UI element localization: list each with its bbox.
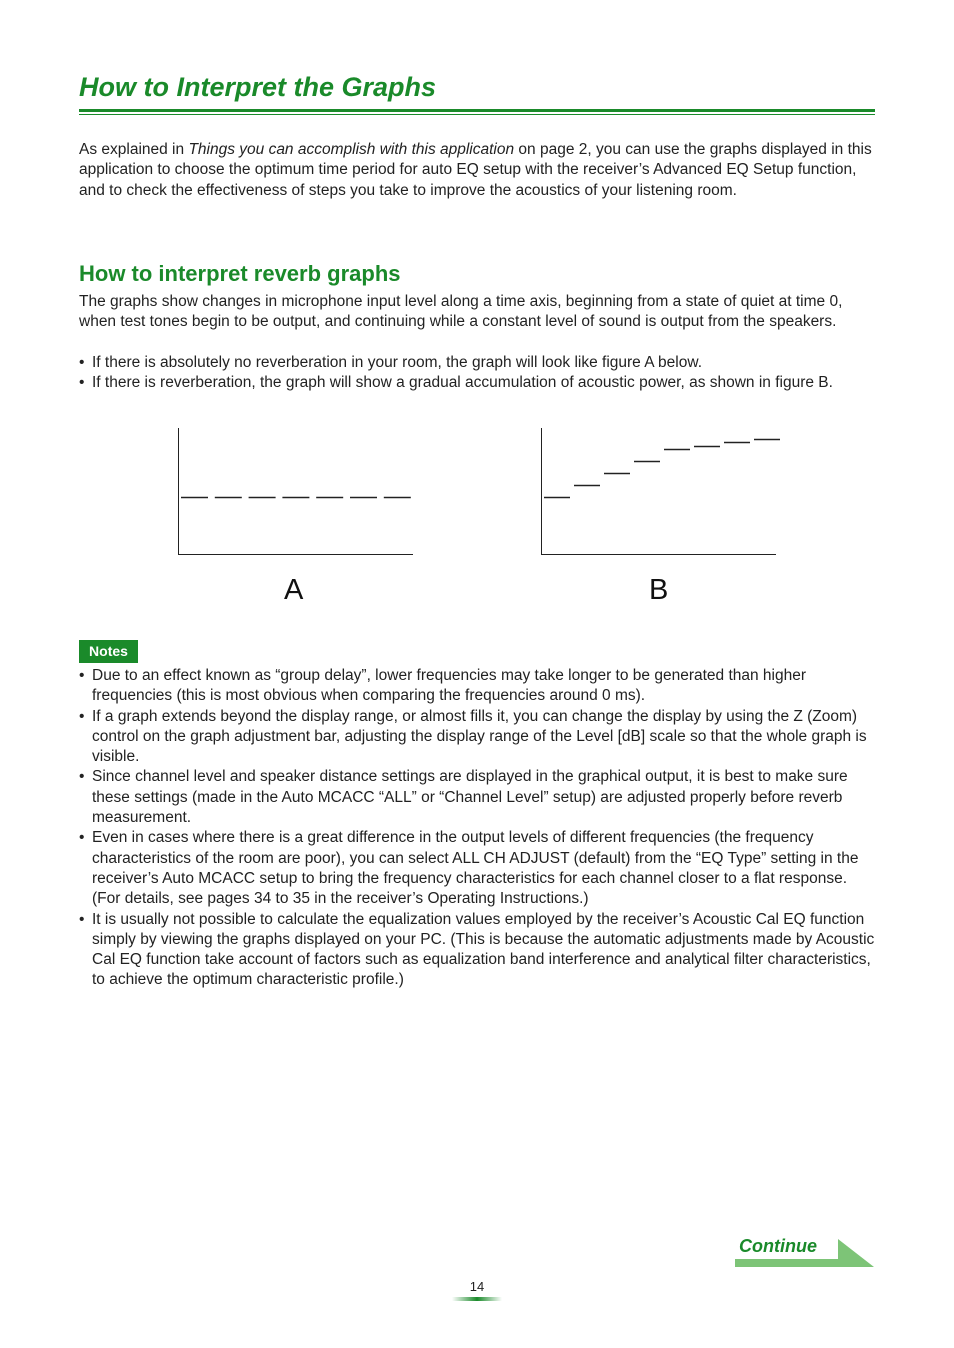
list-item: • Even in cases where there is a great difference in the output levels of different frequencies (the frequency characteristics of the room are poor), you can select ALL CH ADJUST (default) from the “EQ Type” setting in the receiver’s Auto MCACC setup to bring the frequency characteristics for each channel closer to a flat response. (For details, see pages 34 to 35 in the receiver’s Operating Instructions.): [79, 828, 879, 909]
intro-suffix: on page 2, you can use the graphs displayed in this application to choose the optimum time period for auto EQ setup with the receiver’s Advanced EQ Setup function, and to check the effectiveness of steps you take to improve the acoustics of your listening room.: [79, 141, 872, 199]
title-rule: [79, 109, 875, 112]
continue-button[interactable]: [734, 1235, 876, 1269]
title-rule-thin: [79, 114, 875, 115]
figure-b-graph: [533, 425, 783, 560]
intro-paragraph: [79, 140, 879, 201]
list-item: • If there is reverberation, the graph will show a gradual accumulation of acoustic power, as shown in figure B.: [79, 373, 879, 393]
figure-a-label: A: [284, 574, 304, 606]
page-number: 14: [469, 1279, 485, 1294]
continue-label: Continue: [739, 1236, 817, 1256]
page-title: How to Interpret the Graphs: [79, 72, 437, 102]
figure-b-label: B: [649, 574, 669, 606]
list-item: • If a graph extends beyond the display range, or almost fills it, you can change the display by using the Z (Zoom) control on the graph adjustment bar, adjusting the display range of the Level [dB] scale so that the whole graph is visible.: [79, 707, 879, 768]
notes-list: [79, 666, 879, 991]
page-number-underline: [452, 1297, 502, 1301]
list-item: • Since channel level and speaker distance settings are displayed in the graphical output, it is best to make sure these settings (made in the Auto MCACC “ALL” or “Channel Level” setup) are adjusted properly before reverb measurement.: [79, 767, 879, 828]
reverb-body: The graphs show changes in microphone input level along a time axis, beginning from a state of quiet at time 0, when test tones begin to be output, and continuing while a constant level of sound is output from the speakers.: [79, 293, 843, 331]
list-item: • If there is absolutely no reverberation in your room, the graph will look like figure A below.: [79, 353, 879, 373]
figure-a-graph: [170, 425, 420, 560]
list-item: • It is usually not possible to calculate the equalization values employed by the receiver’s Acoustic Cal EQ function simply by viewing the graphs displayed on your PC. (This is because the automatic adjustments made by Acoustic Cal EQ function take account of factors such as equalization band interference and analytical filter characteristics, to achieve the optimum characteristic profile.): [79, 910, 879, 991]
section-title-reverb: How to interpret reverb graphs: [79, 261, 401, 286]
list-item: • Due to an effect known as “group delay”, lower frequencies may take longer to be generated than higher frequencies (this is most obvious when comparing the frequencies around 0 ms).: [79, 666, 879, 707]
intro-prefix: As explained in: [79, 141, 189, 158]
reverb-bullets: [79, 353, 879, 394]
intro-italic-reference: Things you can accomplish with this application: [188, 141, 515, 158]
notes-badge: Notes: [79, 640, 138, 663]
